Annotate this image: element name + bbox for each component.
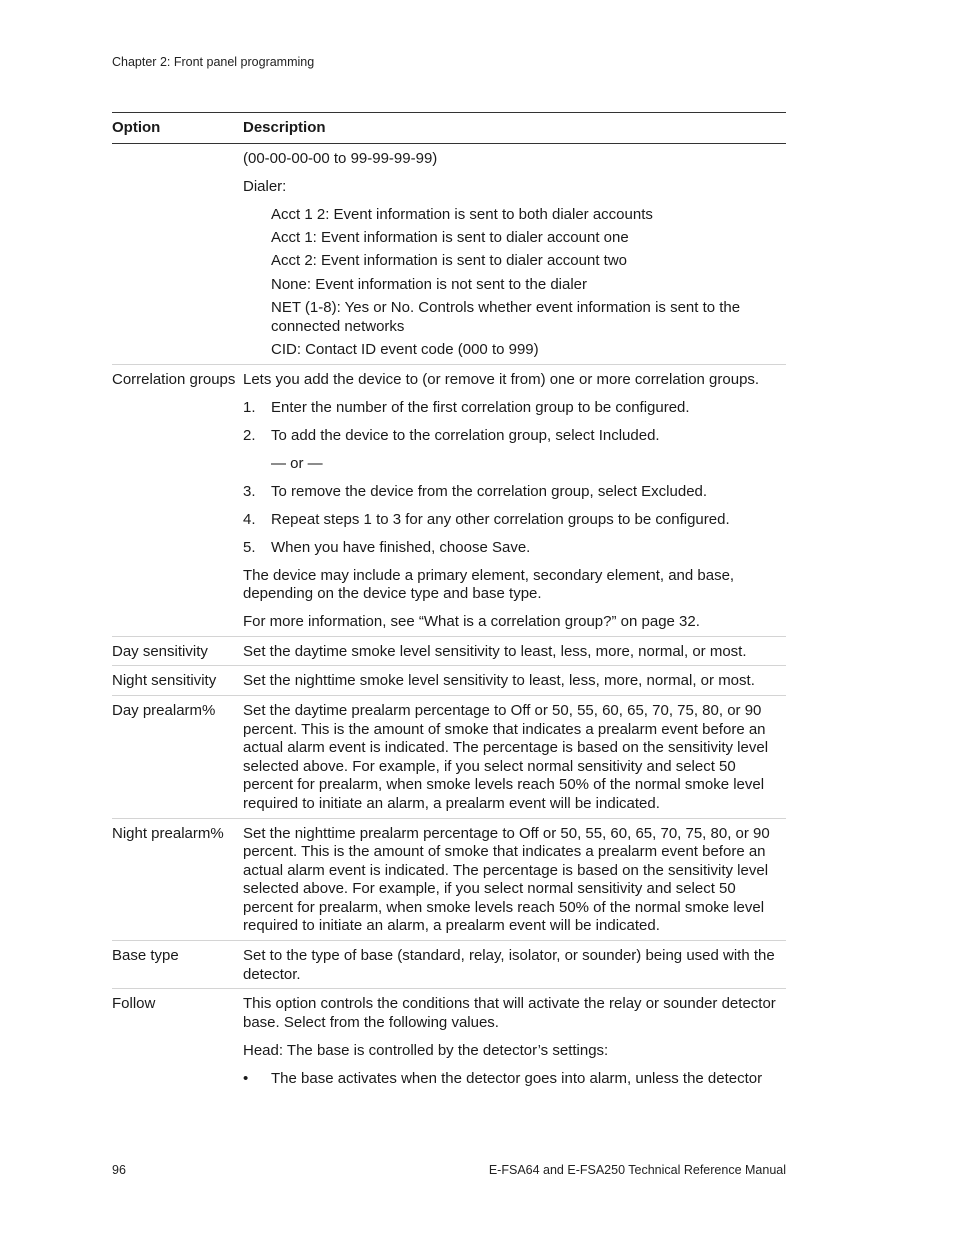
step-number: 4. <box>243 510 256 528</box>
option-cell <box>112 143 243 364</box>
follow-desc: This option controls the conditions that will activate the relay or sounder detector base. Select from the following values. <box>243 995 776 1031</box>
table-row <box>112 666 786 696</box>
range-text: (00-00-00-00 to 99-99-99-99) <box>243 149 438 167</box>
option-cell: Night prealarm% <box>112 818 243 941</box>
correlation-intro: Lets you add the device to (or remove it from) one or more correlation groups. <box>243 370 760 388</box>
step-number: 1. <box>243 398 256 416</box>
table-row <box>112 364 786 636</box>
step-item <box>243 427 786 446</box>
option-cell: Correlation groups <box>112 364 243 636</box>
option-cell: Night sensitivity <box>112 666 243 696</box>
table-row <box>112 636 786 666</box>
correlation-more-info: For more information, see “What is a correlation group?” on page 32. <box>243 613 700 631</box>
dialer-item: CID: Contact ID event code (000 to 999) <box>271 341 539 359</box>
dialer-item: NET (1-8): Yes or No. Controls whether event information is sent to the connected networks <box>271 299 741 335</box>
description-cell: Set the daytime prealarm percentage to Off or 50, 55, 60, 65, 70, 75, 80, or 90 percent. This is the amount of smoke that indicates a prealarm event before an actual alarm event is indicated. The percentage is based on the sensitivity level selected above. For example, if you select normal sensitivity and select 50 percent for prealarm, when smoke levels reach 50% of the normal smoke level required to initiate an alarm, a prealarm event will be indicated. <box>243 695 786 818</box>
description-cell: Set to the type of base (standard, relay, isolator, or sounder) being used with the detector. <box>243 941 786 989</box>
step-number: 3. <box>243 482 256 500</box>
dialer-label: Dialer: <box>243 177 287 195</box>
or-separator: — or — <box>271 454 323 472</box>
table-header-row <box>112 113 786 144</box>
option-cell: Day prealarm% <box>112 695 243 818</box>
description-cell: Set the daytime smoke level sensitivity to least, less, more, normal, or most. <box>243 636 786 666</box>
dialer-item: None: Event information is not sent to the dialer <box>271 275 588 293</box>
page-number: 96 <box>112 1163 126 1177</box>
description-cell: Set the nighttime smoke level sensitivity to least, less, more, normal, or most. <box>243 666 786 696</box>
option-cell: Day sensitivity <box>112 636 243 666</box>
options-table <box>112 112 786 1092</box>
follow-head: Head: The base is controlled by the detector’s settings: <box>243 1041 609 1059</box>
step-item <box>243 511 786 530</box>
column-header-description: Description <box>243 113 786 144</box>
step-item <box>243 399 786 418</box>
column-header-option: Option <box>112 113 243 144</box>
description-cell: Set the nighttime prealarm percentage to Off or 50, 55, 60, 65, 70, 75, 80, or 90 percent. This is the amount of smoke that indicates a prealarm event before an actual alarm event is indicated. The percentage is based on the sensitivity level selected above. For example, if you select normal sensitivity and select 50 percent for prealarm, when smoke levels reach 50% of the normal smoke level required to initiate an alarm, a prealarm event will be indicated. <box>243 818 786 941</box>
description-cell <box>243 364 786 636</box>
step-text: When you have finished, choose Save. <box>271 538 531 556</box>
option-cell: Follow <box>112 995 156 1013</box>
manual-title: E-FSA64 and E-FSA250 Technical Reference Manual <box>488 1163 786 1177</box>
table-row <box>112 941 786 989</box>
bullet-item <box>243 1070 786 1089</box>
step-number: 5. <box>243 538 256 556</box>
correlation-note: The device may include a primary element, secondary element, and base, depending on the device type and base type. <box>243 566 735 603</box>
table-row <box>112 989 786 1093</box>
description-cell <box>243 989 786 1093</box>
table-row <box>112 818 786 941</box>
step-text: To add the device to the correlation group, select Included. <box>271 426 660 444</box>
running-head: Chapter 2: Front panel programming <box>112 55 315 69</box>
step-number: 2. <box>243 426 256 444</box>
dialer-item: Acct 1 2: Event information is sent to both dialer accounts <box>271 205 653 223</box>
dialer-item: Acct 1: Event information is sent to dialer account one <box>271 228 629 246</box>
step-item <box>243 483 786 502</box>
step-item <box>243 539 786 558</box>
description-cell <box>243 143 786 364</box>
step-text: Repeat steps 1 to 3 for any other correlation groups to be configured. <box>271 510 730 528</box>
bullet-text: The base activates when the detector goes into alarm, unless the detector <box>271 1069 763 1087</box>
step-text: To remove the device from the correlation group, select Excluded. <box>271 482 708 500</box>
dialer-item: Acct 2: Event information is sent to dialer account two <box>271 252 628 270</box>
table-row <box>112 695 786 818</box>
table-row <box>112 143 786 364</box>
step-text: Enter the number of the first correlation group to be configured. <box>271 398 690 416</box>
option-cell: Base type <box>112 941 243 989</box>
bullet-mark: • <box>243 1069 249 1087</box>
